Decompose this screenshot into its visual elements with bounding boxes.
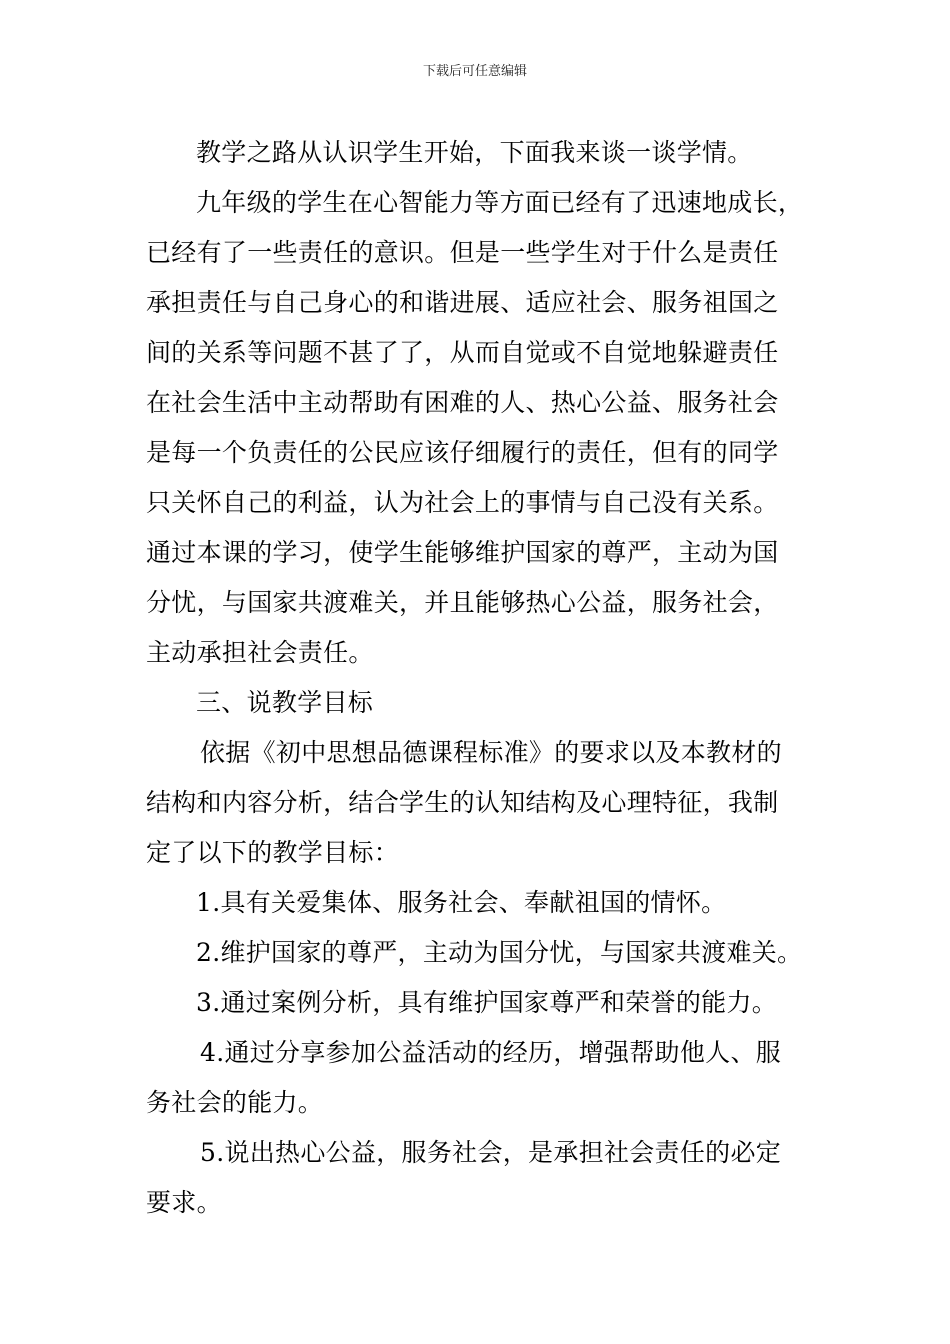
text-line: 九年级的学生在心智能力等方面已经有了迅速地成长， [196,188,804,217]
page-header: 下载后可任意编辑 [422,64,527,79]
text-line: 三、说教学目标 [196,688,374,717]
text-line: 依据《初中思想品德课程标准》的要求以及本教材的 [200,738,782,767]
text-line: 教学之路从认识学生开始，下面我来谈一谈学情。 [196,138,753,167]
text-line: 是每一个负责任的公民应该仔细履行的责任，但有的同学 [146,438,779,467]
goal-item-4 [146,1028,811,1128]
text-line: 结构和内容分析，结合学生的认知结构及心理特征，我制 [146,788,779,817]
text-line: 承担责任与自己身心的和谐进展、适应社会、服务祖国之 [146,288,779,317]
text-line: 1.具有关爱集体、服务社会、奉献祖国的情怀。 [196,888,727,917]
goal-item-3 [146,978,811,1028]
text-line: 间的关系等问题不甚了了，从而自觉或不自觉地躲避责任 [146,338,779,367]
text-line: 3.通过案例分析，具有维护国家尊严和荣誉的能力。 [196,988,778,1017]
paragraph-basis [146,728,811,878]
document-body [146,128,811,1228]
goal-item-2 [146,928,811,978]
section-heading-teaching-goals [146,678,811,728]
text-line: 4.通过分享参加公益活动的经历，增强帮助他人、服 [200,1038,782,1067]
text-line: 2.维护国家的尊严，主动为国分忧，与国家共渡难关。 [196,938,803,967]
text-line: 定了以下的教学目标： [146,838,400,867]
paragraph-student-situation [146,178,811,678]
goal-item-5 [146,1128,811,1228]
text-line: 要求。 [146,1188,222,1217]
text-line: 分忧，与国家共渡难关，并且能够热心公益，服务社会， [146,588,779,617]
text-line: 在社会生活中主动帮助有困难的人、热心公益、服务社会 [146,388,779,417]
goal-item-1 [146,878,811,928]
text-line: 只关怀自己的利益，认为社会上的事情与自己没有关系。 [146,488,779,517]
text-line: 务社会的能力。 [146,1088,324,1117]
text-line: 通过本课的学习，使学生能够维护国家的尊严，主动为国 [146,538,779,567]
paragraph-intro [146,128,811,178]
text-line: 5.说出热心公益，服务社会，是承担社会责任的必定 [200,1138,782,1167]
text-line: 主动承担社会责任。 [146,638,374,667]
text-line: 已经有了一些责任的意识。但是一些学生对于什么是责任 [146,238,779,267]
